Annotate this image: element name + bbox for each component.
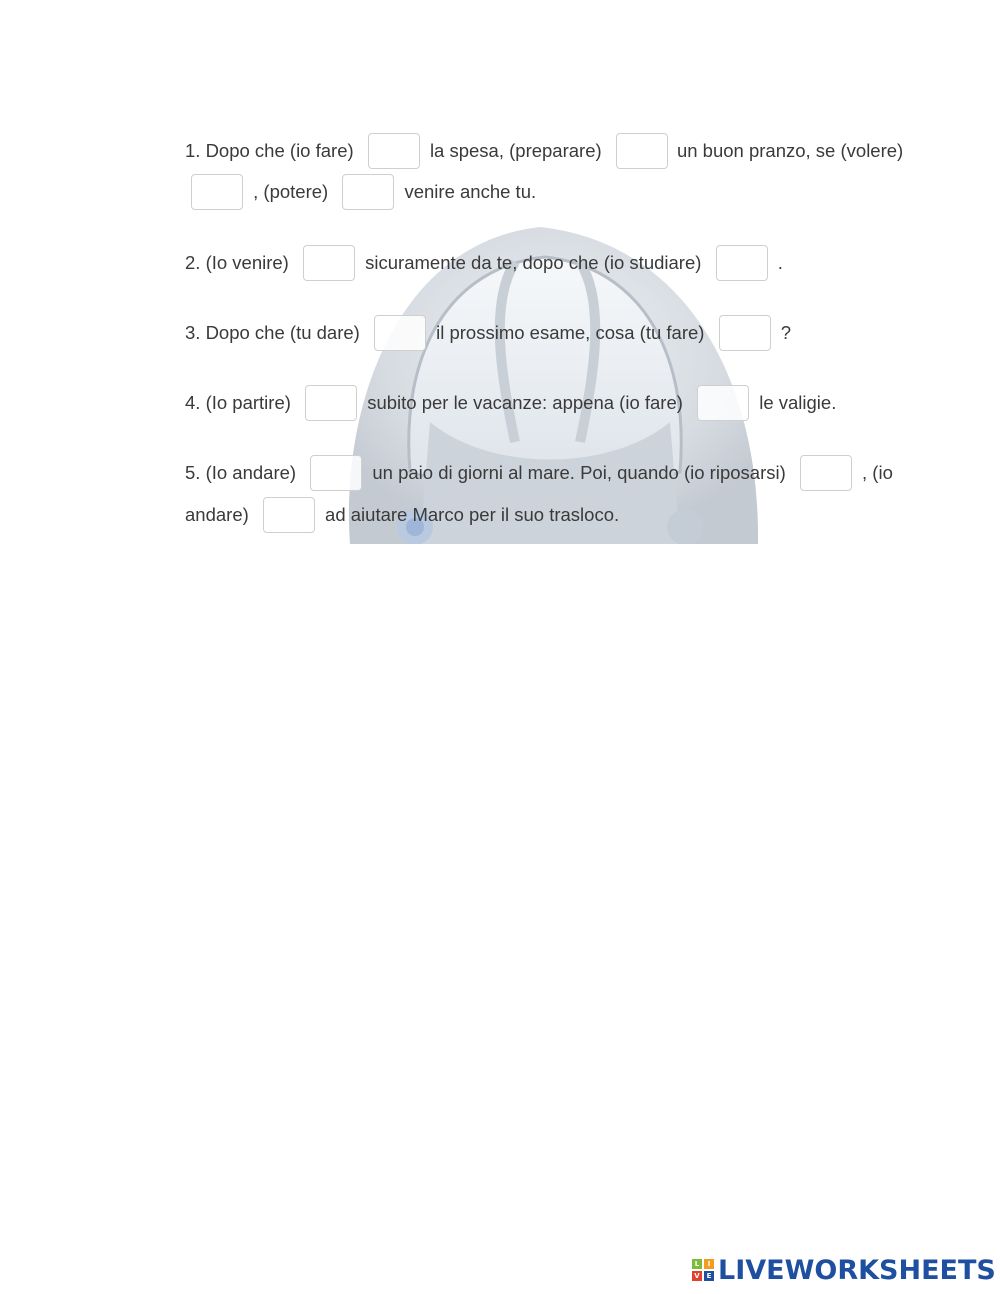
answer-field[interactable] <box>616 133 668 169</box>
answer-field[interactable] <box>191 174 243 210</box>
exercise-text-segment: ad aiutare Marco per il suo trasloco. <box>325 504 620 526</box>
answer-field[interactable] <box>697 385 749 421</box>
exercise-text-segment: ? <box>780 322 792 344</box>
answer-field[interactable] <box>303 245 355 281</box>
exercise-text-segment: le valigie. <box>759 392 837 414</box>
exercise-text-segment: un paio di giorni al mare. Poi, quando (io riposarsi) <box>372 462 786 484</box>
answer-field[interactable] <box>342 174 394 210</box>
exercise-text-segment: un buon pranzo, se (volere) <box>676 140 904 162</box>
exercise-text-segment: 5. (Io andare) <box>185 462 297 484</box>
exercise-text-segment: sicuramente da te, dopo che (io studiare) <box>365 252 702 274</box>
exercise-1-line-2 <box>191 171 536 211</box>
logo-mark-icon <box>692 1259 714 1281</box>
exercise-3 <box>185 312 791 352</box>
logo-mark-letter: L <box>692 1259 702 1269</box>
exercise-text-segment: , (potere) <box>253 181 329 203</box>
exercise-text-segment: 2. (Io venire) <box>185 252 289 274</box>
exercise-text-segment: venire anche tu. <box>404 181 537 203</box>
answer-field[interactable] <box>263 497 315 533</box>
exercise-text-segment: il prossimo esame, cosa (tu fare) <box>436 322 705 344</box>
exercise-5-line-2 <box>185 494 619 534</box>
logo-mark-letter: V <box>692 1271 702 1281</box>
logo-mark-letter: E <box>704 1271 714 1281</box>
exercise-text-segment: 3. Dopo che (tu dare) <box>185 322 360 344</box>
answer-field[interactable] <box>719 315 771 351</box>
exercise-text-segment: . <box>777 252 783 274</box>
exercise-4 <box>185 382 836 422</box>
exercise-1-line-1 <box>185 130 903 170</box>
exercise-2 <box>185 242 783 282</box>
answer-field[interactable] <box>716 245 768 281</box>
exercise-text-segment: subito per le vacanze: appena (io fare) <box>367 392 683 414</box>
exercise-text-segment: , (io <box>862 462 893 484</box>
answer-field[interactable] <box>800 455 852 491</box>
answer-field[interactable] <box>305 385 357 421</box>
exercise-text-segment: 4. (Io partire) <box>185 392 291 414</box>
answer-field[interactable] <box>368 133 420 169</box>
exercise-text-segment: 1. Dopo che (io fare) <box>185 140 354 162</box>
liveworksheets-logo <box>692 1254 996 1286</box>
logo-mark-letter: I <box>704 1259 714 1269</box>
exercise-text-segment: andare) <box>185 504 249 526</box>
exercise-text-segment: la spesa, (preparare) <box>429 140 602 162</box>
exercise-5-line-1 <box>185 452 893 492</box>
answer-field[interactable] <box>310 455 362 491</box>
answer-field[interactable] <box>374 315 426 351</box>
logo-text: LIVEWORKSHEETS <box>718 1254 996 1286</box>
